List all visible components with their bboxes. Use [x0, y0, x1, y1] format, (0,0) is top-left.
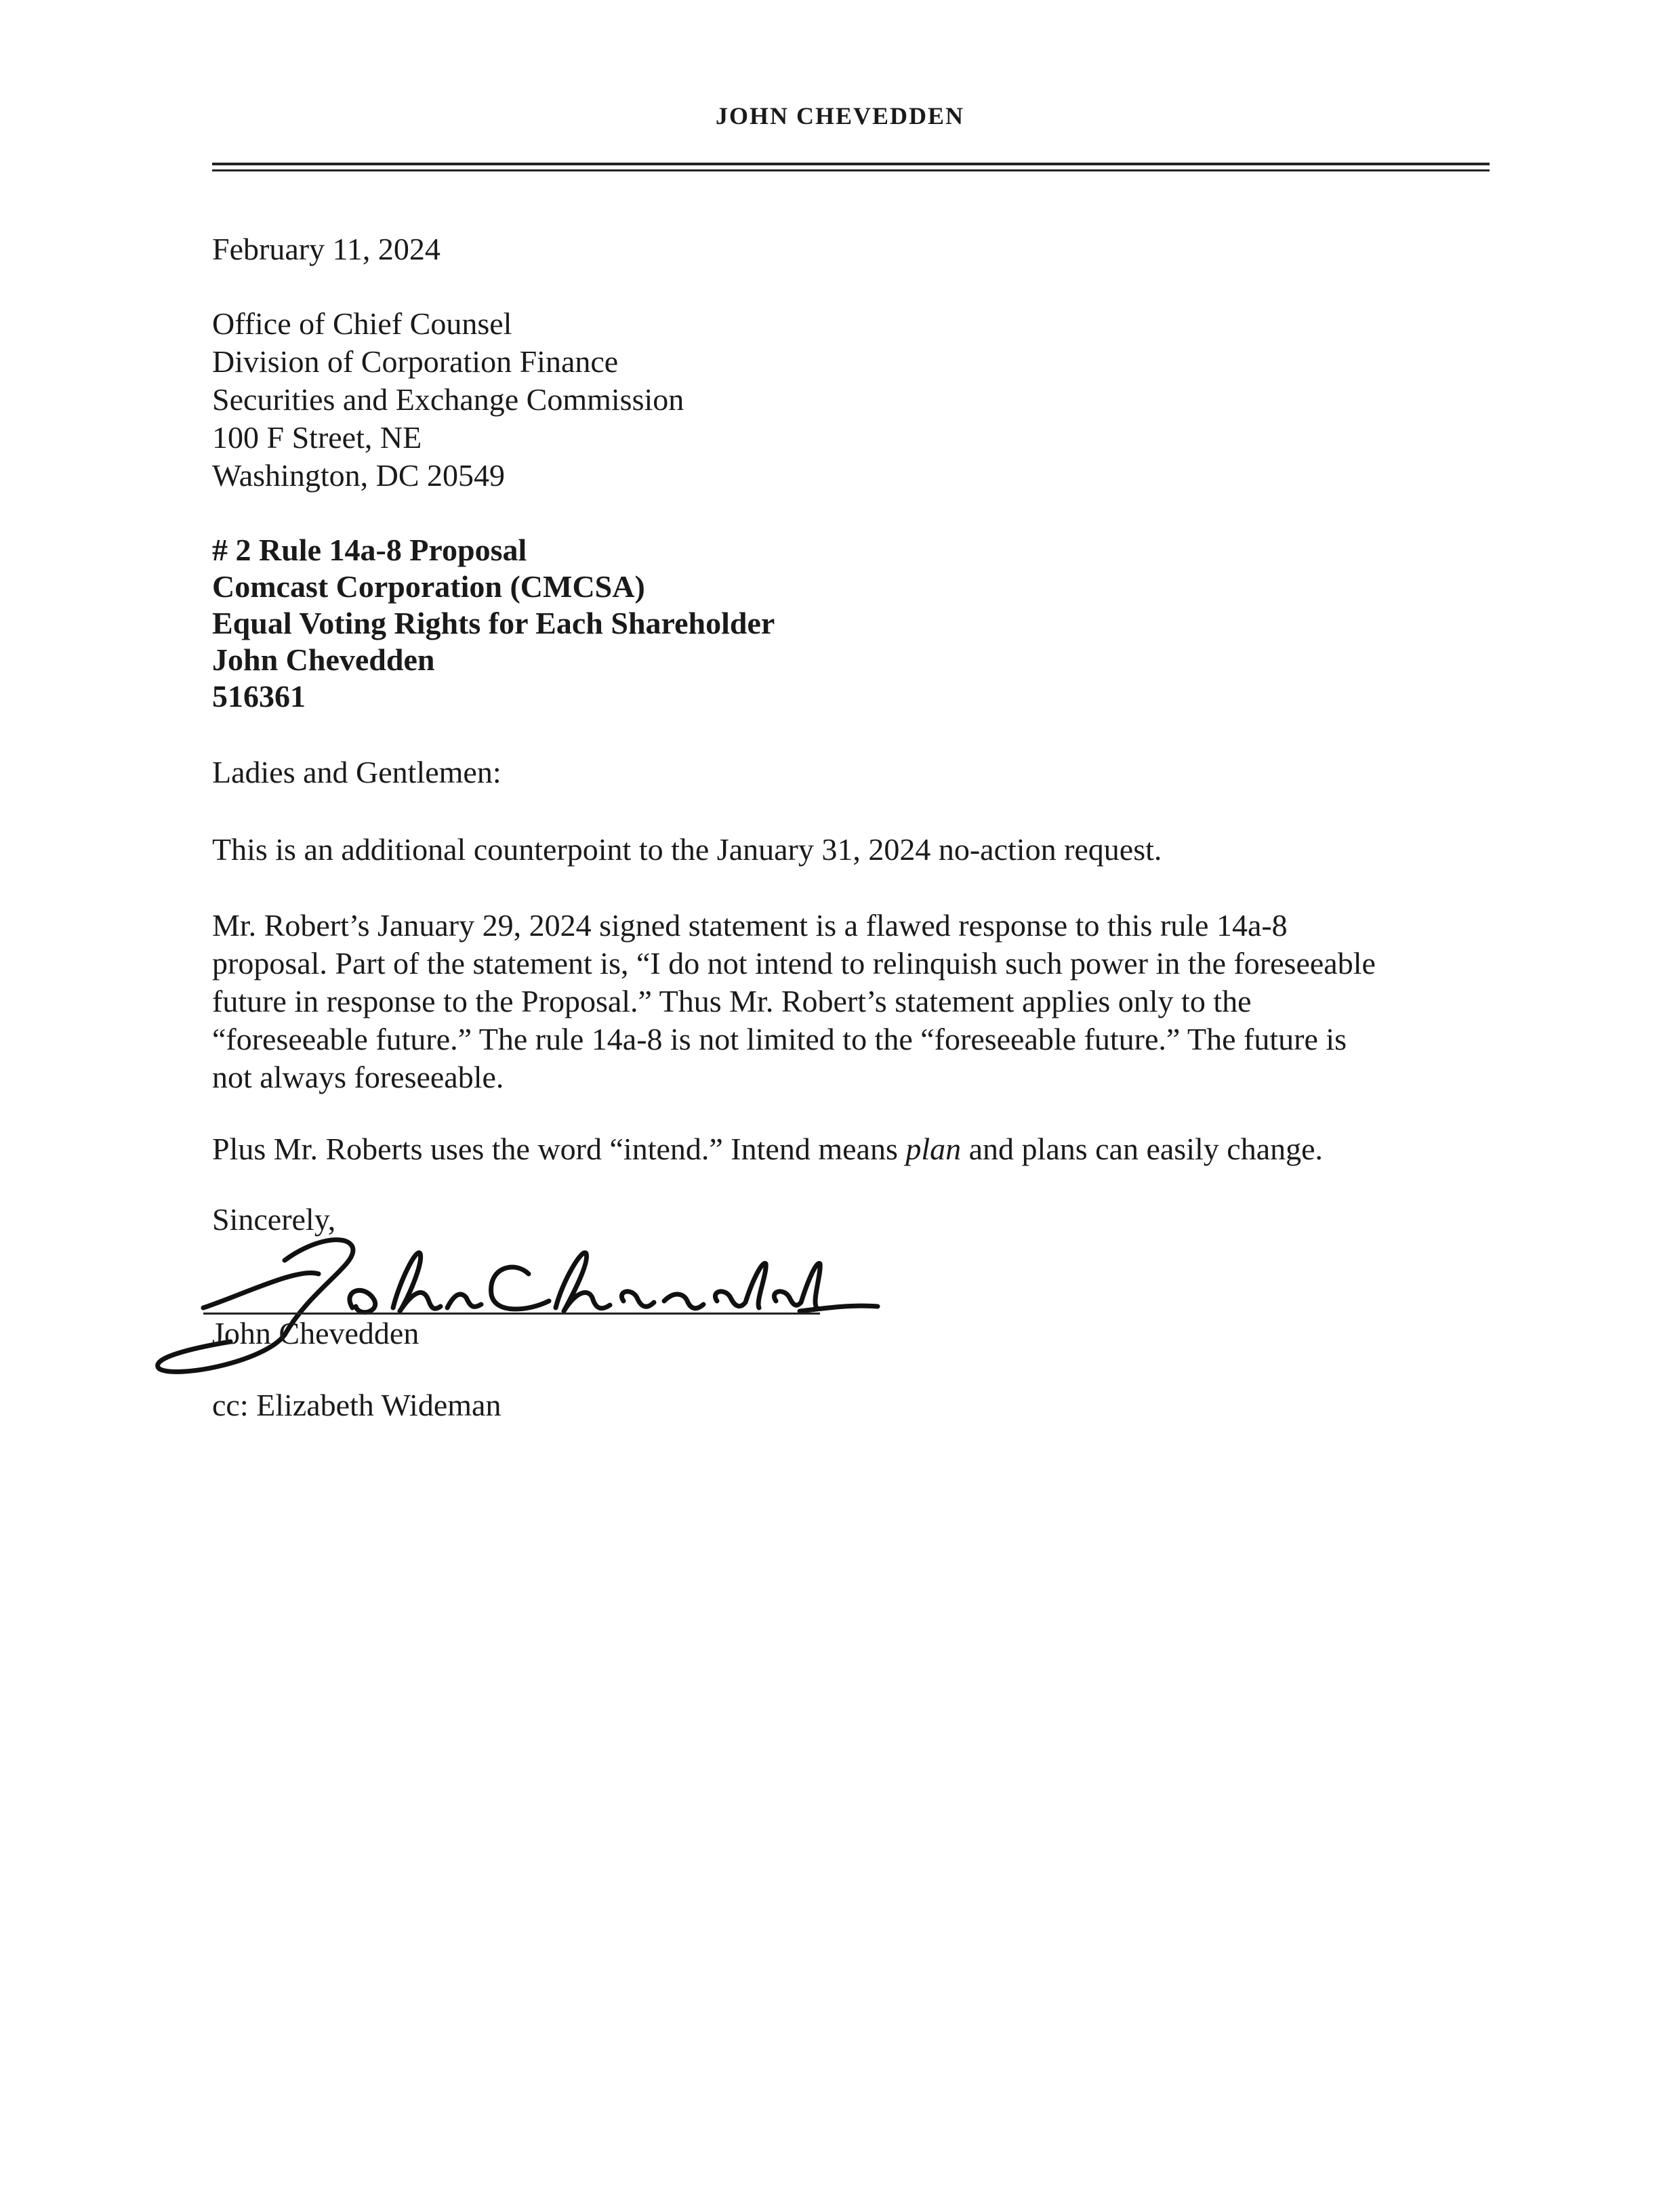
closing: Sincerely,	[212, 1202, 336, 1237]
subject-line: Equal Voting Rights for Each Shareholder	[212, 606, 775, 640]
signer-name: John Chevedden	[212, 1316, 419, 1350]
paragraph-line: proposal. Part of the statement is, “I do not intend to relinquish such power in the foreseeable	[212, 946, 1376, 981]
subject-line: John Chevedden	[212, 642, 435, 677]
handwritten-signature	[149, 1226, 881, 1382]
paragraph-text: and plans can easily change.	[961, 1132, 1324, 1166]
recipient-line: Securities and Exchange Commission	[212, 382, 684, 417]
recipient-line: Washington, DC 20549	[212, 458, 506, 493]
subject-line: Comcast Corporation (CMCSA)	[212, 569, 645, 604]
subject-line: 516361	[212, 679, 306, 714]
letterhead-name: JOHN CHEVEDDEN	[715, 102, 965, 129]
letter-date: February 11, 2024	[212, 232, 441, 266]
subject-line: # 2 Rule 14a-8 Proposal	[212, 533, 527, 567]
paragraph-text: Plus Mr. Roberts uses the word “intend.” Intend means	[212, 1132, 906, 1166]
recipient-line: Division of Corporation Finance	[212, 344, 619, 379]
letterhead-rule-top	[212, 163, 1490, 165]
letterhead-rule-bottom	[212, 169, 1490, 171]
body-paragraph-3	[212, 1130, 1323, 1168]
paragraph-line: future in response to the Proposal.” Thus Mr. Robert’s statement applies only to the	[212, 984, 1252, 1018]
recipient-line: 100 F Street, NE	[212, 420, 422, 455]
paragraph-line: not always foreseeable.	[212, 1060, 504, 1094]
recipient-line: Office of Chief Counsel	[212, 306, 512, 341]
body-paragraph-1: This is an additional counterpoint to the January 31, 2024 no-action request.	[212, 832, 1162, 867]
paragraph-line: Mr. Robert’s January 29, 2024 signed statement is a flawed response to this rule 14a-8	[212, 908, 1288, 943]
salutation: Ladies and Gentlemen:	[212, 755, 501, 789]
emphasis-word: plan	[905, 1132, 962, 1166]
body-paragraph-2	[212, 907, 1500, 1096]
cc-line: cc: Elizabeth Wideman	[212, 1388, 501, 1422]
paragraph-line: “foreseeable future.” The rule 14a-8 is not limited to the “foreseeable future.” The future is	[212, 1022, 1347, 1056]
